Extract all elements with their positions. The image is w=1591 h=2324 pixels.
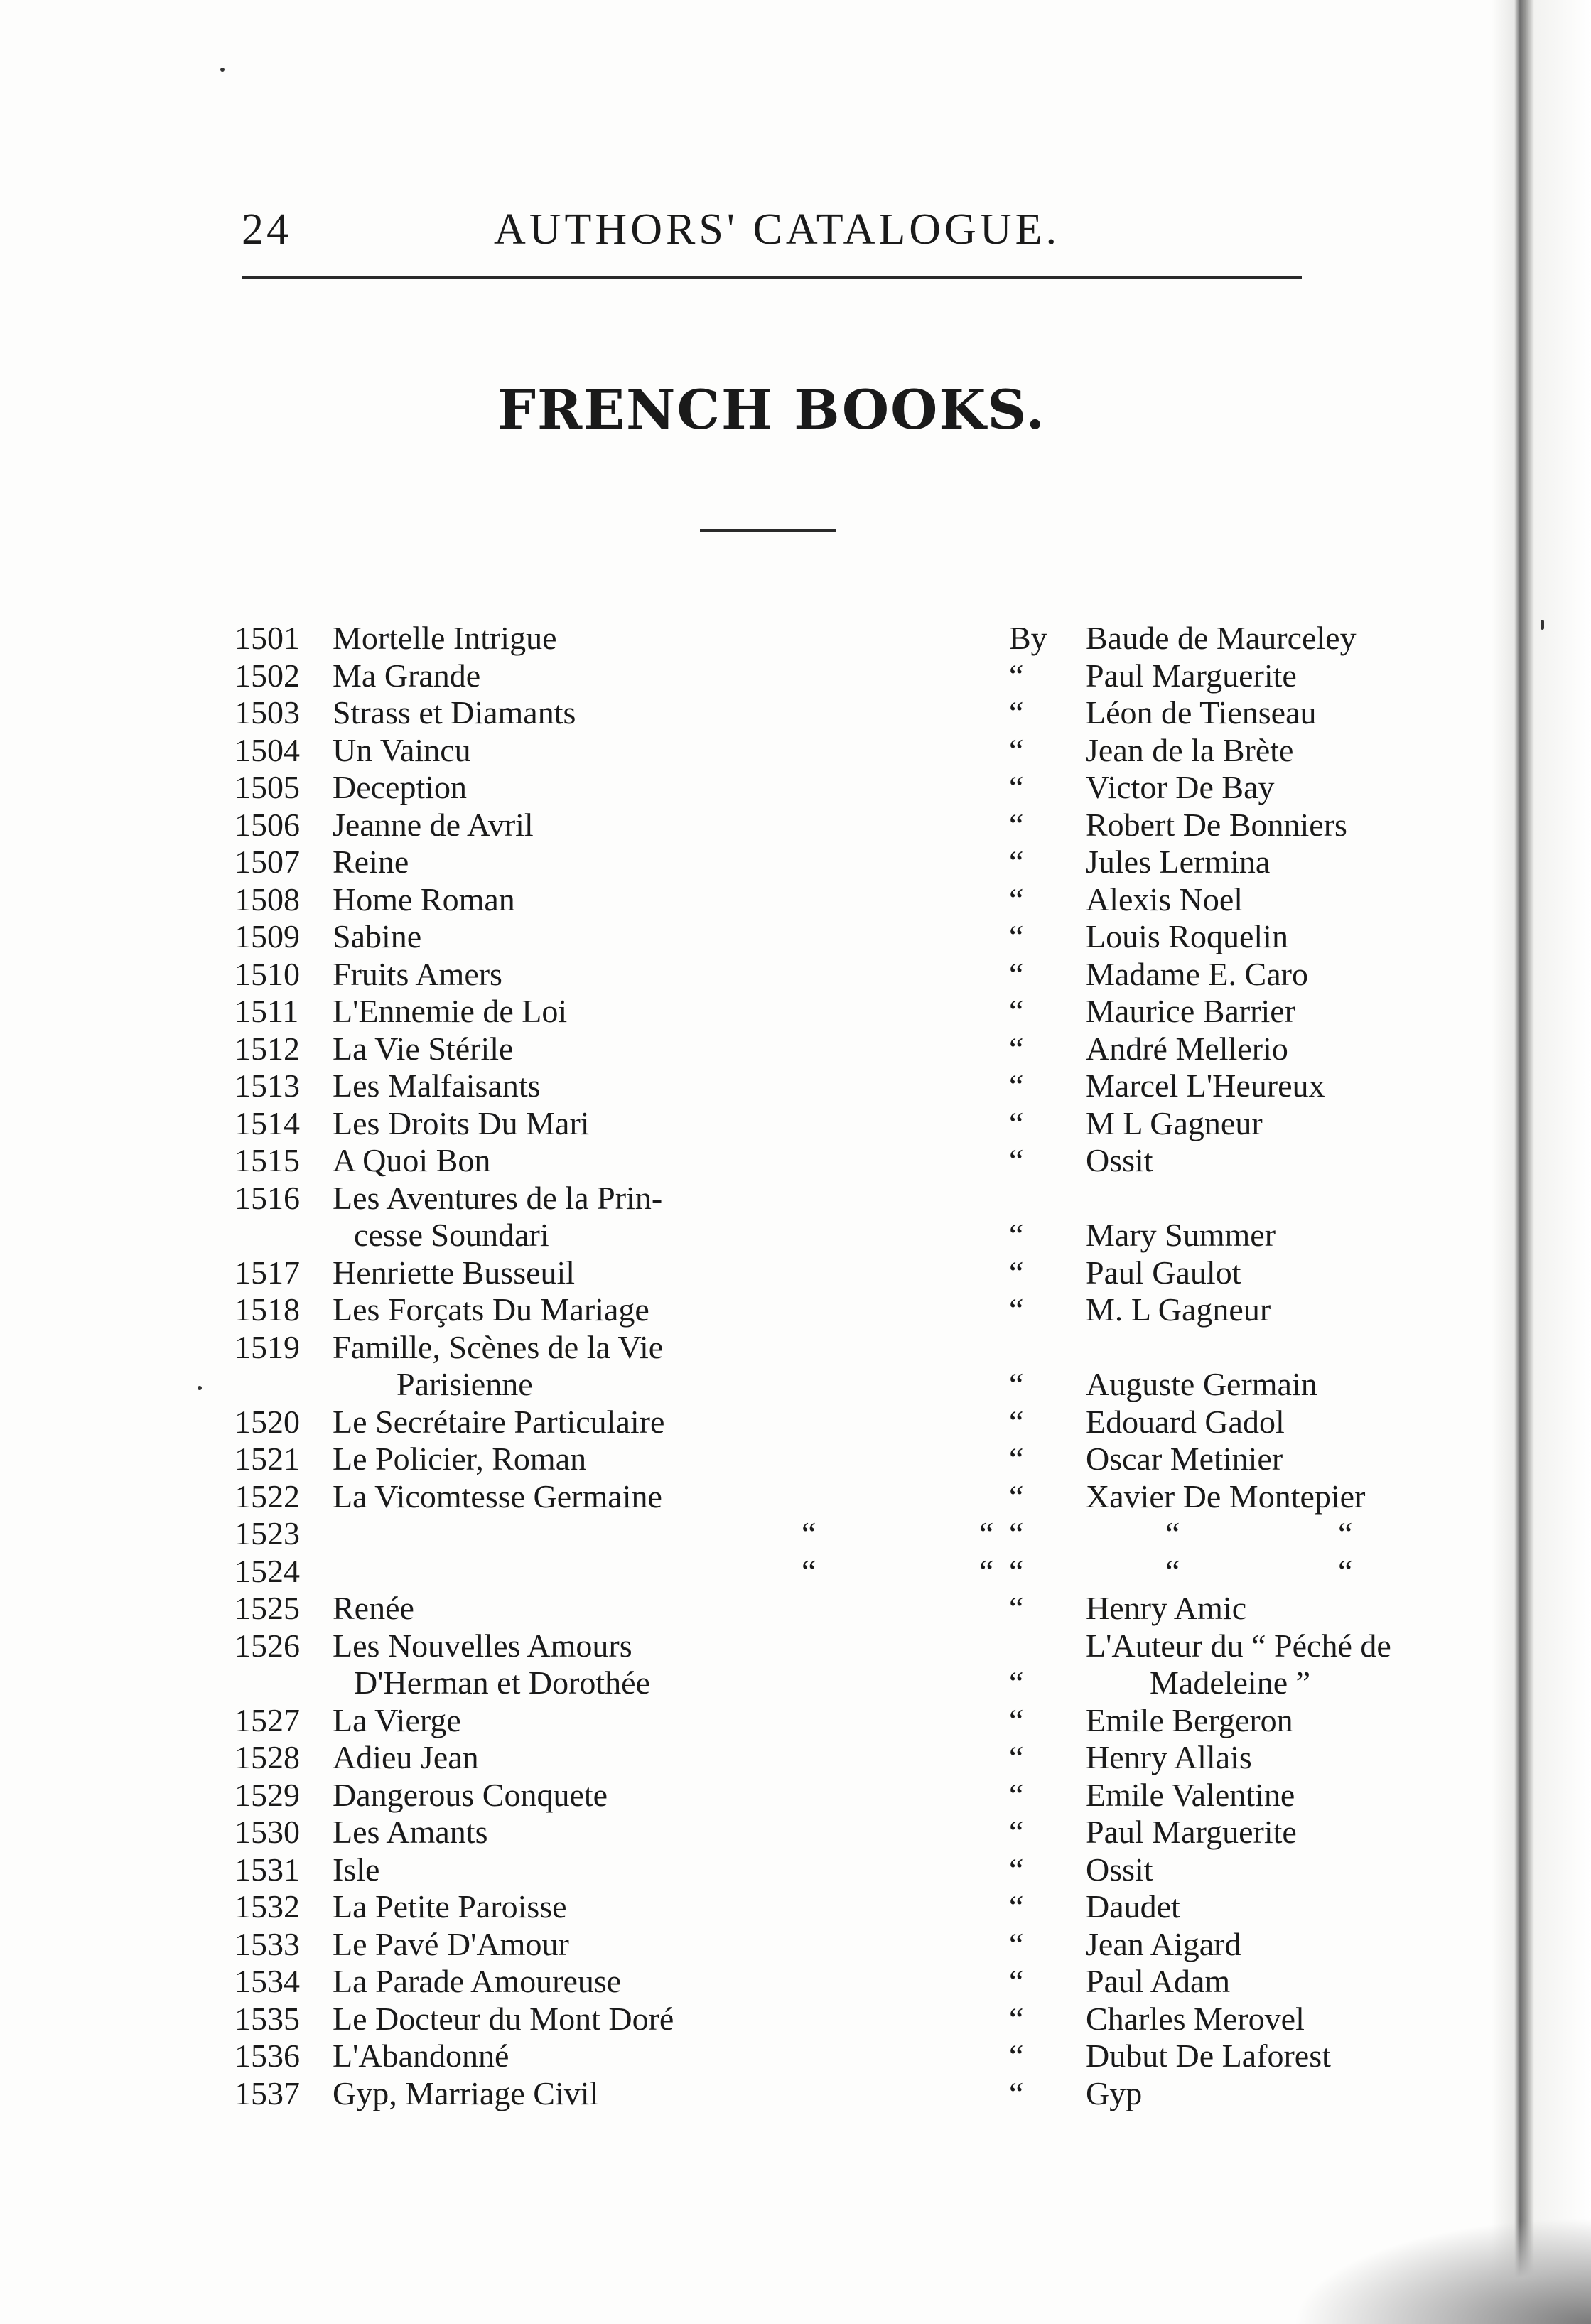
catalogue-entry	[234, 1888, 1329, 1926]
entry-title-line: Les Amants	[333, 1814, 488, 1850]
catalogue-entry	[234, 1627, 1391, 1702]
entry-title-line: Strass et Diamants	[333, 694, 576, 731]
entry-title-line: Les Droits Du Mari	[333, 1104, 590, 1141]
catalogue-entry	[234, 2075, 1329, 2113]
catalogue-entry	[234, 1404, 1329, 1441]
entry-by: “	[1009, 1552, 1024, 1589]
entry-author-line: Victor De Bay	[1086, 769, 1275, 805]
entry-by: “	[1009, 1142, 1024, 1178]
entry-title-line: Henriette Busseuil	[333, 1254, 576, 1291]
entry-author-line: Paul Marguerite	[1086, 1814, 1297, 1850]
entry-number: 1530	[234, 1814, 300, 1850]
entry-author	[1086, 956, 1576, 994]
entry-by: “	[1009, 1776, 1024, 1813]
entry-author-line: Paul Adam	[1086, 1963, 1231, 1999]
entry-number: 1533	[234, 1925, 300, 1962]
entry-number: 1523	[234, 1515, 300, 1551]
entry-author	[1086, 1404, 1576, 1441]
entry-author-line: Ossit	[1086, 1851, 1153, 1888]
entry-title-line: Adieu Jean	[333, 1739, 479, 1775]
entry-by: “	[1009, 1963, 1024, 1999]
entry-author-line: Paul Marguerite	[1086, 657, 1297, 694]
entry-author-line: Madame E. Caro	[1086, 955, 1308, 992]
entry-by: “	[1009, 694, 1024, 731]
entry-author	[1086, 620, 1576, 657]
entry-author	[1086, 1628, 1576, 1702]
entry-title-line: Le Secrétaire Particulaire	[333, 1403, 665, 1440]
entry-title-line: Sabine	[333, 918, 422, 954]
entry-author	[1086, 1851, 1576, 1889]
entry-number: 1532	[234, 1888, 300, 1925]
entry-author	[1086, 1702, 1576, 1740]
ditto-mark: “	[802, 1552, 816, 1589]
entry-author-line: Emile Bergeron	[1086, 1701, 1293, 1738]
entry-author	[1086, 732, 1576, 770]
entry-author-line: Xavier De Montepier	[1086, 1478, 1366, 1515]
entry-author	[1086, 1067, 1576, 1105]
entry-title	[333, 956, 993, 994]
entry-by: “	[1009, 1925, 1024, 1962]
entry-number: 1531	[234, 1851, 300, 1888]
catalogue-entry	[234, 2001, 1329, 2038]
entry-by: “	[1009, 1478, 1024, 1515]
entry-by: “	[1009, 1515, 1024, 1551]
entry-number: 1502	[234, 657, 300, 694]
entry-by: “	[1009, 1291, 1024, 1328]
entry-author	[1086, 657, 1576, 695]
catalogue-entry	[234, 1067, 1329, 1105]
entry-by: “	[1009, 1590, 1024, 1626]
catalogue-list	[234, 620, 1391, 2112]
catalogue-entry	[234, 2038, 1329, 2075]
catalogue-entry	[234, 1031, 1329, 1068]
running-title: AUTHORS' CATALOGUE.	[494, 205, 1060, 254]
ditto-mark: “	[979, 1515, 994, 1551]
entry-title	[333, 1441, 993, 1478]
entry-number: 1501	[234, 620, 300, 656]
entry-title	[333, 1851, 993, 1889]
entry-title-line: La Parade Amoureuse	[333, 1963, 622, 1999]
catalogue-entry	[234, 881, 1329, 919]
page-corner-shadow	[1293, 2217, 1591, 2324]
catalogue-entry	[234, 1441, 1329, 1478]
catalogue-entry	[234, 1254, 1329, 1292]
entry-title-line: Famille, Scènes de la Vie	[333, 1328, 664, 1365]
entry-by: “	[1009, 1104, 1024, 1141]
entry-by: “	[1009, 1701, 1024, 1738]
entry-author	[1086, 1926, 1576, 1964]
entry-title	[333, 1067, 993, 1105]
entry-by: “	[1009, 1888, 1024, 1925]
entry-title-line: Isle	[333, 1851, 380, 1888]
entry-title	[333, 1888, 993, 1926]
entry-title	[333, 1105, 993, 1143]
running-header	[242, 205, 1300, 276]
entry-number: 1507	[234, 844, 300, 880]
entry-author-line: Paul Gaulot	[1086, 1254, 1241, 1291]
entry-title	[333, 1590, 993, 1628]
entry-by: “	[1009, 1739, 1024, 1775]
entry-author-line: Edouard Gadol	[1086, 1403, 1285, 1440]
entry-title-line: Ma Grande	[333, 657, 481, 694]
entry-author-line: Oscar Metinier	[1086, 1441, 1283, 1477]
entry-title	[333, 1739, 993, 1777]
entry-author	[1086, 2038, 1576, 2075]
entry-number: 1509	[234, 918, 300, 954]
catalogue-entry	[234, 1926, 1329, 1964]
entry-author	[1086, 2075, 1576, 2113]
entry-author	[1086, 1888, 1576, 1926]
entry-number: 1534	[234, 1963, 300, 1999]
catalogue-entry	[234, 1329, 1329, 1404]
entry-title-line: Les Malfaisants	[333, 1067, 541, 1104]
catalogue-entry	[234, 620, 1357, 657]
entry-number: 1521	[234, 1441, 300, 1477]
entry-author-continuation: Madeleine ”	[1150, 1664, 1311, 1701]
entry-title	[333, 732, 993, 770]
entry-title-line: Le Policier, Roman	[333, 1441, 587, 1477]
entry-title	[333, 1628, 993, 1702]
entry-author-line: Daudet	[1086, 1888, 1180, 1925]
entry-title	[333, 807, 993, 844]
entry-title-line: La Vie Stérile	[333, 1030, 514, 1067]
entry-number: 1508	[234, 881, 300, 918]
entry-title	[333, 993, 993, 1031]
entry-title	[333, 657, 993, 695]
section-title: FRENCH BOOKS.	[497, 378, 1047, 441]
entry-title-line: Mortelle Intrigue	[333, 620, 557, 656]
ink-speck	[198, 1386, 202, 1390]
entry-by: “	[1009, 2075, 1024, 2111]
entry-author	[1086, 1366, 1576, 1404]
entry-by: “	[1009, 918, 1024, 954]
ditto-mark: “	[1165, 1515, 1180, 1551]
entry-by: “	[1009, 993, 1024, 1029]
catalogue-entry	[234, 1963, 1329, 2001]
entry-number: 1519	[234, 1328, 300, 1365]
entry-title-line: Deception	[333, 769, 468, 805]
entry-author-line: Robert De Bonniers	[1086, 806, 1347, 843]
entry-by: “	[1009, 806, 1024, 843]
entry-title	[333, 1291, 993, 1329]
entry-by: “	[1009, 844, 1024, 880]
entry-number: 1525	[234, 1590, 300, 1626]
entry-number: 1505	[234, 769, 300, 805]
entry-title	[333, 1404, 993, 1441]
entry-author	[1086, 1814, 1576, 1851]
entry-number: 1517	[234, 1254, 300, 1291]
entry-by: “	[1009, 1254, 1024, 1291]
entry-by: “	[1009, 2038, 1024, 2074]
entry-author	[1086, 1441, 1576, 1478]
catalogue-entry	[234, 1777, 1329, 1814]
entry-title-line: Gyp, Marriage Civil	[333, 2075, 599, 2111]
entry-by: “	[1009, 1664, 1024, 1701]
entry-title-line: Fruits Amers	[333, 955, 502, 992]
entry-title	[333, 1926, 993, 1964]
entry-number: 1520	[234, 1403, 300, 1440]
entry-number: 1524	[234, 1552, 300, 1589]
entry-author	[1086, 881, 1576, 919]
entry-author-line: André Mellerio	[1086, 1030, 1288, 1067]
entry-title	[333, 1777, 993, 1814]
entry-title-line: Le Docteur du Mont Doré	[333, 2000, 674, 2037]
entry-title	[333, 1329, 993, 1404]
ditto-mark: “	[1338, 1515, 1353, 1551]
entry-number: 1526	[234, 1627, 300, 1664]
entry-author	[1086, 769, 1576, 807]
entry-by: “	[1009, 769, 1024, 805]
entry-title-line: A Quoi Bon	[333, 1142, 491, 1178]
entry-author-line: Jean Aigard	[1086, 1925, 1241, 1962]
entry-author-line: M. L Gagneur	[1086, 1291, 1271, 1328]
entry-by: “	[1009, 2000, 1024, 2037]
entry-title-line: Les Nouvelles Amours	[333, 1627, 632, 1664]
entry-title	[333, 1702, 993, 1740]
entry-by: “	[1009, 1441, 1024, 1477]
entry-number: 1535	[234, 2000, 300, 2037]
entry-author-line: Léon de Tienseau	[1086, 694, 1317, 731]
entry-title-line: L'Abandonné	[333, 2038, 509, 2074]
entry-author-line: Emile Valentine	[1086, 1776, 1295, 1813]
entry-author	[1086, 1590, 1576, 1628]
entry-author-line: Baude de Maurceley	[1086, 620, 1357, 656]
entry-title	[333, 1142, 993, 1180]
entry-title-line: Les Aventures de la Prin-	[333, 1179, 663, 1216]
entry-number: 1529	[234, 1776, 300, 1813]
entry-by: “	[1009, 1067, 1024, 1104]
entry-number: 1506	[234, 806, 300, 843]
catalogue-entry	[234, 1590, 1329, 1628]
entry-number: 1513	[234, 1067, 300, 1104]
entry-author	[1086, 1105, 1576, 1143]
entry-author	[1086, 1142, 1576, 1180]
entry-title	[333, 2001, 993, 2038]
entry-author-line: M L Gagneur	[1086, 1104, 1263, 1141]
catalogue-entry	[234, 1851, 1329, 1889]
entry-author-line: Louis Roquelin	[1086, 918, 1288, 954]
entry-author-line: Jules Lermina	[1086, 844, 1271, 880]
catalogue-entry	[234, 1478, 1366, 1516]
catalogue-entry	[234, 657, 1329, 695]
entry-number: 1514	[234, 1104, 300, 1141]
catalogue-entry	[234, 993, 1329, 1031]
ditto-mark: “	[1338, 1552, 1353, 1589]
entry-title	[333, 620, 993, 657]
entry-title-line: Renée	[333, 1590, 414, 1626]
entry-author-line: Maurice Barrier	[1086, 993, 1296, 1029]
entry-author-line: Marcel L'Heureux	[1086, 1067, 1325, 1104]
entry-author-line: Gyp	[1086, 2075, 1143, 2111]
entry-by: “	[1009, 1366, 1024, 1402]
entry-by: “	[1009, 1814, 1024, 1850]
entry-number: 1528	[234, 1739, 300, 1775]
entry-title-line: Dangerous Conquete	[333, 1776, 608, 1813]
entry-author	[1086, 807, 1576, 844]
ditto-mark: “	[979, 1552, 994, 1589]
entry-author-line: Alexis Noel	[1086, 881, 1244, 918]
catalogue-entry	[234, 1739, 1329, 1777]
entry-title-line: La Vierge	[333, 1701, 461, 1738]
entry-author	[1086, 1777, 1576, 1814]
entry-author-line: Ossit	[1086, 1142, 1153, 1178]
entry-title-line: Le Pavé D'Amour	[333, 1925, 569, 1962]
entry-number: 1512	[234, 1030, 300, 1067]
entry-title-line: Jeanne de Avril	[333, 806, 534, 843]
entry-author	[1086, 993, 1576, 1031]
entry-author	[1086, 694, 1576, 732]
entry-number: 1518	[234, 1291, 300, 1328]
entry-author-line: Auguste Germain	[1086, 1366, 1317, 1402]
entry-title	[333, 694, 993, 732]
entry-title-line: Les Forçats Du Mariage	[333, 1291, 649, 1328]
entry-title-continuation: Parisienne	[397, 1366, 533, 1402]
entry-author	[1086, 1031, 1576, 1068]
entry-title	[333, 1031, 993, 1068]
entry-number: 1522	[234, 1478, 300, 1515]
entry-author	[1086, 844, 1576, 881]
entry-by: “	[1009, 1851, 1024, 1888]
entry-number: 1527	[234, 1701, 300, 1738]
entry-author-line: Henry Amic	[1086, 1590, 1247, 1626]
catalogue-entry	[234, 918, 1329, 956]
entry-title-line: Home Roman	[333, 881, 515, 918]
catalogue-entry	[234, 769, 1329, 807]
entry-title	[333, 881, 993, 919]
ditto-mark: “	[802, 1515, 816, 1551]
entry-by: By	[1009, 620, 1047, 656]
entry-number: 1516	[234, 1179, 300, 1216]
entry-author	[1086, 2001, 1576, 2038]
entry-author	[1086, 1739, 1576, 1777]
entry-author	[1086, 1963, 1576, 2001]
entry-title	[333, 1478, 993, 1516]
catalogue-entry	[234, 1105, 1329, 1143]
entry-title-line: Reine	[333, 844, 409, 880]
page-number: 24	[242, 205, 291, 254]
entry-title	[333, 1963, 993, 2001]
header-rule	[242, 276, 1302, 279]
entry-by: “	[1009, 657, 1024, 694]
title-rule	[700, 529, 836, 532]
catalogue-entry	[234, 1142, 1329, 1180]
entry-author-line: Dubut De Laforest	[1086, 2038, 1331, 2074]
entry-number: 1537	[234, 2075, 300, 2111]
entry-by: “	[1009, 1030, 1024, 1067]
ditto-mark: “	[1165, 1552, 1180, 1589]
entry-by: “	[1009, 1403, 1024, 1440]
entry-author	[1086, 918, 1576, 956]
entry-author	[1086, 1217, 1576, 1254]
entry-number: 1510	[234, 955, 300, 992]
entry-number: 1511	[234, 993, 299, 1029]
entry-author-line: Henry Allais	[1086, 1739, 1252, 1775]
entry-title-line: La Vicomtesse Germaine	[333, 1478, 662, 1515]
entry-by: “	[1009, 731, 1024, 768]
catalogue-entry	[234, 1552, 1353, 1591]
ink-speck	[220, 68, 225, 72]
entry-author-line: Charles Merovel	[1086, 2000, 1305, 2037]
entry-title	[333, 1180, 993, 1254]
catalogue-entry	[234, 1180, 1329, 1254]
entry-by: “	[1009, 955, 1024, 992]
entry-by: “	[1009, 881, 1024, 918]
entry-author	[1086, 1291, 1576, 1329]
entry-title-line: La Petite Paroisse	[333, 1888, 567, 1925]
catalogue-entry	[234, 1702, 1329, 1740]
entry-title	[333, 1814, 993, 1851]
entry-title	[333, 2075, 993, 2113]
entry-title	[333, 769, 993, 807]
entry-by: “	[1009, 1217, 1024, 1253]
entry-title	[333, 844, 993, 881]
catalogue-entry	[234, 1515, 1353, 1553]
entry-title	[333, 1254, 993, 1292]
entry-title-continuation: D'Herman et Dorothée	[354, 1664, 651, 1701]
entry-author-line: L'Auteur du “ Péché de	[1086, 1627, 1391, 1664]
catalogue-entry	[234, 844, 1329, 881]
catalogue-entry	[234, 806, 1347, 844]
entry-author-line: Mary Summer	[1086, 1217, 1276, 1253]
entry-title-continuation: cesse Soundari	[354, 1217, 549, 1253]
entry-number: 1515	[234, 1142, 300, 1178]
catalogue-entry	[234, 1814, 1329, 1851]
entry-author	[1086, 1254, 1576, 1292]
entry-number: 1536	[234, 2038, 300, 2074]
entry-title	[333, 2038, 993, 2075]
catalogue-entry	[234, 1291, 1329, 1329]
entry-title-line: Un Vaincu	[333, 731, 471, 768]
catalogue-entry	[234, 694, 1329, 732]
catalogue-entry	[234, 732, 1329, 770]
entry-number: 1503	[234, 694, 300, 731]
catalogue-entry	[234, 956, 1329, 994]
entry-number: 1504	[234, 731, 300, 768]
entry-title-line: L'Ennemie de Loi	[333, 993, 568, 1029]
entry-author	[1086, 1478, 1576, 1516]
entry-author-line: Jean de la Brète	[1086, 731, 1294, 768]
entry-title	[333, 918, 993, 956]
